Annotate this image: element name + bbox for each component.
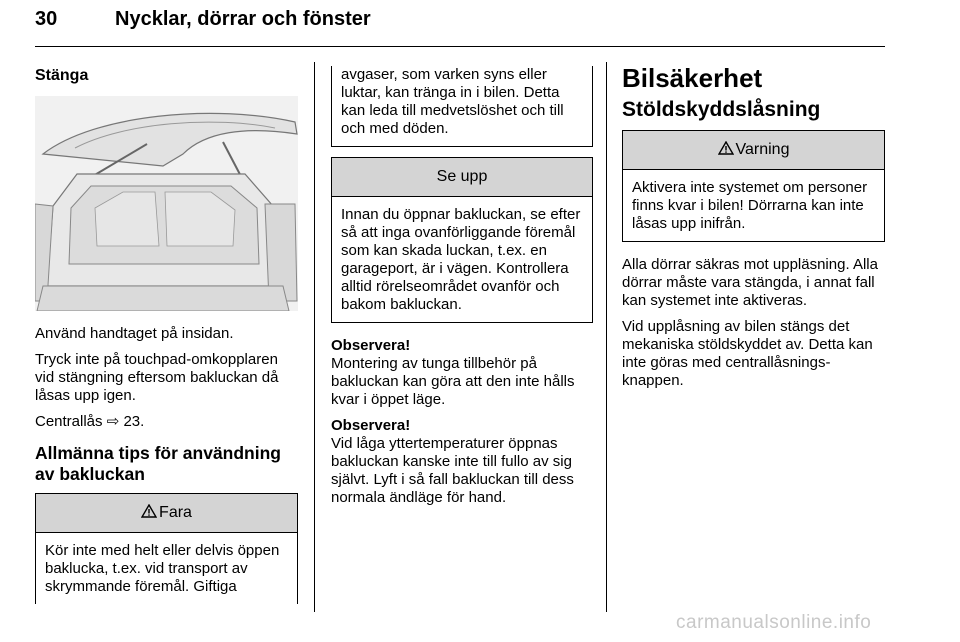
warning-box-header [623,131,884,170]
page-ref: 23. [123,413,145,430]
page-number: 30 [35,8,58,30]
section-title-vehicle-security: Bilsäkerhet [622,63,763,93]
danger-box-continued [331,66,593,147]
paragraph-all-doors: Alla dörrar säkras mot uppläsning. Alla dörrar måste vara stängda, i annat fall kan systemet inte aktiveras. [622,256,878,309]
warning-text: Aktivera inte systemet om personer finns kvar i bilen! Dörrarna kan inte låsas upp inifrån. [632,179,868,232]
note-label-1: Observera! [331,337,411,354]
column-divider-2 [606,62,607,612]
caution-box-header: Se upp [332,158,592,197]
danger-text-continued: avgaser, som varken syns eller luktar, kan tränga in i bilen. Detta kan leda till medvetslöshet och till och med döden. [341,66,564,137]
paragraph-use-handle: Använd handtaget på insidan. [35,325,234,342]
watermark: carmanualsonline.info [676,612,872,633]
page-header [35,8,885,47]
warning-triangle-icon [718,141,734,155]
note-label-2: Observera! [331,417,411,434]
note-text-2: Vid låga yttertemperaturer öppnas bakluckan kanske inte till fullo av sig självt. Lyft i så fall bakluckan till dess normala ändläge för hand. [331,435,574,506]
chapter-title: Nycklar, dörrar och fönster [115,8,371,30]
danger-text: Kör inte med helt eller delvis öppen baklucka, t.ex. vid transport av skrymmande föremål. Giftiga [45,542,280,595]
section-title-anti-theft-locking: Stöldskyddslåsning [622,98,821,121]
column-1 [35,62,298,604]
paragraph-unlocking: Vid upplåsning av bilen stängs det mekaniska stöldskyddet av. Detta kan inte göras med centrallåsnings-knappen. [622,318,873,389]
note-text-1: Montering av tunga tillbehör på bakluckan kan göra att den inte hålls kvar i öppet läge. [331,355,575,408]
column-2 [331,66,593,515]
central-lock-label: Centrallås [35,413,107,430]
section-heading-general-tips: Allmänna tips för användning av bakluckan [35,443,281,484]
column-divider-1 [314,62,315,612]
danger-box-header [36,494,297,533]
paragraph-central-lock [35,413,298,431]
caution-text: Innan du öppnar bakluckan, se efter så att inga ovanförliggande föremål som kan skada luckan, t.ex. en garageport, är i vägen. Kontrollera alltid rörelseområdet ovanför och bakom bakluckan. [341,206,581,313]
caution-box [331,157,593,323]
warning-triangle-icon [141,504,157,518]
car-tailgate-open-illustration [35,96,298,311]
warning-box [622,130,885,242]
danger-title: Fara [159,504,192,521]
arrow-reference-icon: ⇨ [106,413,120,430]
warning-title: Varning [735,141,790,158]
paragraph-touchpad: Tryck inte på touchpad-omkopplaren vid stängning eftersom bakluckan då låsas upp igen. [35,351,279,404]
danger-box [35,493,298,604]
section-subtitle: Stänga [35,67,89,84]
column-3 [622,62,885,398]
